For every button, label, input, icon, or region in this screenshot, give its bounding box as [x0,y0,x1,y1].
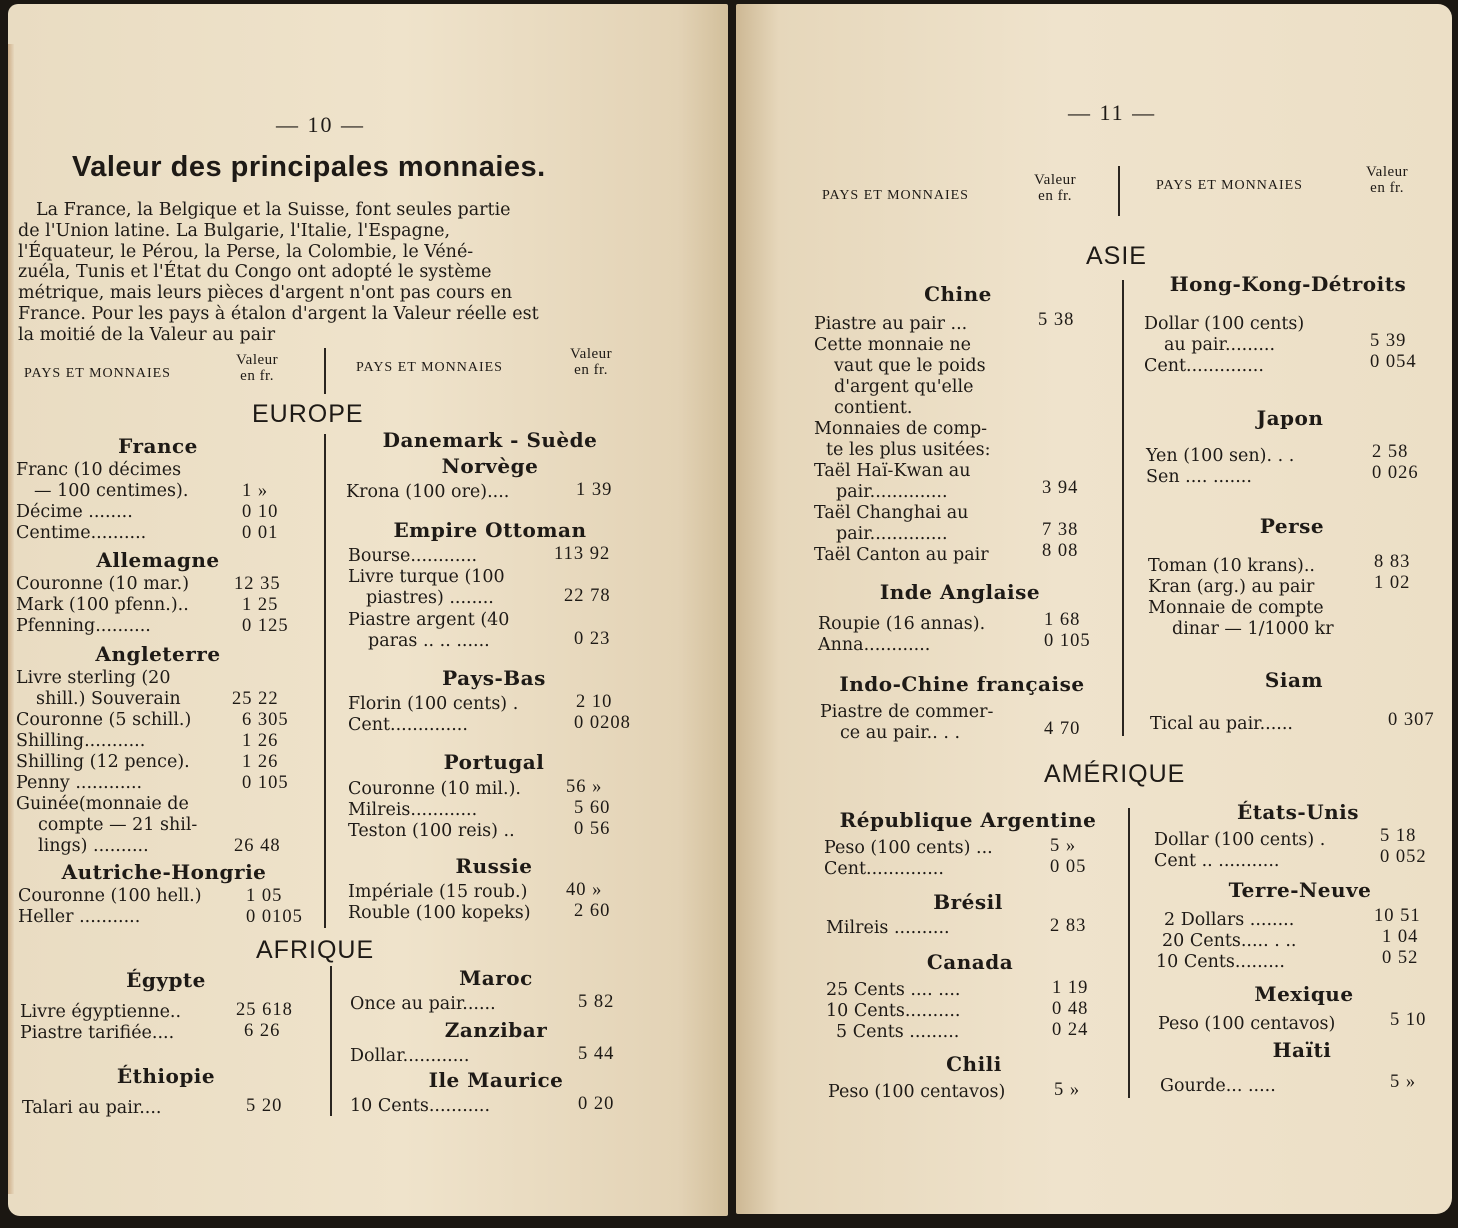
currency-value: 1 » [242,481,269,501]
currency-value: 5 » [1390,1072,1417,1092]
country-name: Empire Ottoman [393,518,587,542]
currency-value: 22 78 [564,586,611,606]
intro-line: l'Équateur, le Pérou, la Perse, la Colombie, le Véné- [18,241,474,262]
country-name: Chili [946,1052,1002,1076]
column-divider [324,348,326,394]
page-edge [8,44,14,1194]
header-text: en fr. [1370,180,1404,196]
currency-label: Peso (100 centavos) [828,1082,1006,1102]
column-header-value [570,346,612,378]
currency-value: 0 0208 [574,713,631,733]
country-name: Haïti [1272,1038,1332,1062]
currency-label: Dollar............ [350,1046,470,1066]
currency-label: d'argent qu'elle [834,377,974,397]
currency-value: 1 19 [1052,978,1089,998]
page-number: — 11 — [1068,100,1157,125]
country-name: République Argentine [839,808,1097,832]
currency-label: Monnaies de comp- [814,419,988,439]
currency-value: 6 305 [242,710,289,730]
currency-label: piastres) ........ [366,588,494,608]
currency-label: vaut que le poids [834,356,986,376]
country-name: Chine [924,282,992,306]
country-name: Zanzibar [444,1018,548,1042]
country-name: Ile Maurice [428,1068,564,1092]
right-page [736,4,1452,1214]
currency-value: 1 68 [1044,610,1081,630]
currency-value: 5 60 [574,798,611,818]
currency-label: 10 Cents.......... [826,1001,961,1021]
currency-value: 4 70 [1044,719,1081,739]
currency-value: 0 48 [1052,999,1089,1019]
country-name: Terre-Neuve [1228,878,1372,902]
country-name: France [118,434,198,458]
country-name: Hong-Kong-Détroits [1169,272,1407,296]
country-name: Éthiopie [116,1064,216,1088]
currency-label: Yen (100 sen). . . [1146,446,1295,466]
intro-line: zuéla, Tunis et l'État du Congo ont adopté le système [18,262,492,283]
currency-label: Peso (100 centavos) [1158,1014,1336,1034]
header-text: en fr. [240,368,274,384]
currency-label: dinar — 1/1000 kr [1172,619,1334,639]
currency-label: 10 Cents......... [1156,952,1285,972]
currency-label: Piastre au pair ... [814,314,968,334]
currency-label: 10 Cents........... [350,1096,491,1116]
header-text: Valeur [236,352,279,368]
country-name: Égypte [126,968,206,992]
currency-label: Milreis............ [348,800,478,820]
currency-label: compte — 21 shil- [38,815,198,835]
currency-label: Guinée(monnaie de [16,794,189,814]
currency-label: Tical au pair...... [1150,714,1293,734]
currency-label: Mark (100 pfenn.).. [16,595,189,615]
currency-label: Heller ........... [18,907,141,927]
country-name: Canada [926,950,1014,974]
currency-label: Centime.......... [16,523,147,543]
currency-label: Bourse............ [348,546,478,566]
country-name: États-Unis [1236,800,1360,824]
country-name: Siam [1264,668,1324,692]
currency-label: Couronne (10 mar.) [16,574,190,594]
currency-value: 0 105 [242,773,289,793]
currency-label: shill.) Souverain [36,689,181,709]
region-heading-asie: ASIE [1086,242,1147,270]
currency-value: 113 92 [554,544,611,564]
country-name: Perse [1259,514,1325,538]
currency-label: 5 Cents ......... [836,1022,960,1042]
currency-label: Piastre de commer- [820,702,994,722]
currency-value: 0 01 [242,523,279,543]
currency-value: 5 » [1050,836,1077,856]
column-header-value [1366,164,1408,196]
currency-value: 0 20 [578,1094,615,1114]
currency-value: 5 82 [578,992,615,1012]
currency-value: 0 026 [1372,463,1419,483]
currency-label: Taël Canton au pair [814,545,989,565]
column-header-countries: PAYS ET MONNAIES [822,188,969,203]
currency-value: 7 38 [1042,520,1079,540]
currency-label: te les plus usitées: [826,440,991,460]
currency-label: Teston (100 reis) .. [348,821,515,841]
currency-label: Piastre argent (40 [348,610,510,630]
currency-label: Anna............ [818,635,931,655]
currency-value: 8 08 [1042,541,1079,561]
currency-value: 0 0105 [246,907,303,927]
currency-value: 12 35 [234,574,281,594]
intro-line: de l'Union latine. La Bulgarie, l'Italie, l'Espagne, [18,220,451,241]
header-text: en fr. [1038,188,1072,204]
currency-label: Cent .. ........... [1154,851,1280,871]
country-name: Autriche-Hongrie [61,860,267,884]
currency-label: Toman (10 krans).. [1148,556,1315,576]
currency-label: pair.............. [836,524,948,544]
intro-line: la moitié de la Valeur au pair [18,324,276,345]
currency-value: 1 39 [576,480,613,500]
currency-value: 8 83 [1374,552,1411,572]
column-divider [330,966,332,1116]
intro-paragraph [18,200,638,346]
currency-label: Talari au pair.... [22,1098,162,1118]
currency-value: 2 60 [574,901,611,921]
currency-label: Livre sterling (20 [16,668,171,688]
currency-value: 0 054 [1370,352,1417,372]
currency-label: 25 Cents .... .... [826,980,961,1000]
header-text: Valeur [1366,164,1409,180]
currency-value: 25 22 [232,689,279,709]
currency-label: Couronne (5 schill.) [16,710,192,730]
country-name: Angleterre [95,642,221,666]
currency-label: Pfenning.......... [16,616,151,636]
currency-label: Taël Changhai au [814,503,969,523]
intro-line: métrique, mais leurs pièces d'argent n'ont pas cours en [18,283,513,304]
country-name: Inde Anglaise [879,580,1041,604]
currency-value: 0 105 [1044,631,1091,651]
page-number: — 10 — [276,112,365,137]
currency-label: pair.............. [836,482,948,502]
country-name: Indo-Chine française [839,672,1085,696]
intro-line: La France, la Belgique et la Suisse, font seules partie [36,200,511,220]
currency-label: Couronne (100 hell.) [18,886,202,906]
column-header-countries: PAYS ET MONNAIES [24,366,171,381]
currency-label: 2 Dollars ........ [1164,910,1295,930]
currency-label: Franc (10 décimes [16,460,182,480]
currency-label: Kran (arg.) au pair [1148,577,1315,597]
currency-value: 1 02 [1374,573,1411,593]
country-name: Allemagne [96,548,220,572]
currency-label: Impériale (15 roub.) [348,882,528,902]
currency-label: Krona (100 ore).... [346,482,510,502]
currency-value: 0 52 [1382,948,1419,968]
currency-label: Décime ........ [16,502,133,522]
column-header-countries: PAYS ET MONNAIES [356,360,503,375]
column-divider [1118,166,1120,216]
currency-value: 0 125 [242,616,289,636]
currency-value: 0 24 [1052,1020,1089,1040]
currency-label: Cent.............. [1144,356,1264,376]
currency-value: 6 26 [244,1021,281,1041]
column-divider [324,434,326,928]
header-text: en fr. [574,362,608,378]
currency-value: 0 10 [242,502,279,522]
currency-value: 10 51 [1374,906,1421,926]
country-name: Norvège [441,454,539,478]
currency-label: Milreis .......... [826,918,950,938]
currency-value: 5 38 [1038,310,1075,330]
currency-label: Livre turque (100 [348,567,505,587]
currency-label: Florin (100 cents) . [348,694,519,714]
column-header-value [1034,172,1076,204]
currency-value: 5 10 [1390,1010,1427,1030]
column-header-value [236,352,278,384]
currency-label: paras .. .. ...... [368,631,490,651]
currency-value: 25 618 [236,1000,293,1020]
region-heading-europe: EUROPE [252,400,364,428]
country-name: Japon [1256,406,1324,430]
currency-value: 1 26 [242,752,279,772]
currency-label: Roupie (16 annas). [818,614,986,634]
currency-value: 5 20 [246,1096,283,1116]
currency-value: 26 48 [234,836,281,856]
currency-label: Gourde... ..... [1160,1076,1276,1096]
currency-value: 1 04 [1382,927,1419,947]
currency-value: 1 26 [242,731,279,751]
currency-value: 0 307 [1388,710,1435,730]
currency-label: Peso (100 cents) ... [824,838,993,858]
country-name: Portugal [443,750,545,774]
currency-label: Cette monnaie ne [814,335,971,355]
currency-value: 2 83 [1050,916,1087,936]
currency-value: 5 18 [1380,826,1417,846]
currency-label: Shilling........... [16,731,146,751]
country-name: Russie [455,854,533,878]
column-header-countries: PAYS ET MONNAIES [1156,178,1303,193]
country-name: Mexique [1254,982,1354,1006]
currency-label: Piastre tarifiée.... [20,1023,175,1043]
currency-label: lings) .......... [38,836,149,856]
country-name: Pays-Bas [442,666,546,690]
currency-value: 5 44 [578,1044,615,1064]
region-heading-amerique: AMÉRIQUE [1044,760,1186,788]
currency-label: Rouble (100 kopeks) [348,903,531,923]
currency-value: 0 05 [1050,857,1087,877]
currency-label: contient. [834,398,913,418]
currency-value: 1 25 [242,595,279,615]
currency-value: 0 56 [574,819,611,839]
currency-label: Shilling (12 pence). [16,752,190,772]
currency-label: Couronne (10 mil.). [348,779,521,799]
header-text: Valeur [1034,172,1077,188]
currency-label: Taël Haï-Kwan au [814,461,971,481]
currency-value: 5 39 [1370,331,1407,351]
currency-label: 20 Cents..... . .. [1162,931,1297,951]
currency-label: au pair......... [1164,335,1276,355]
region-heading-afrique: AFRIQUE [256,936,375,964]
currency-value: 1 05 [246,886,283,906]
column-divider [1122,280,1124,736]
page-title: Valeur des principales monnaies. [72,151,546,183]
country-name: Brésil [933,890,1003,914]
currency-label: Dollar (100 cents) . [1154,830,1326,850]
currency-value: 56 » [566,777,603,797]
currency-label: Cent.............. [824,859,944,879]
currency-value: 2 10 [576,692,613,712]
currency-label: Dollar (100 cents) [1144,314,1305,334]
currency-value: 2 58 [1372,442,1409,462]
currency-value: 40 » [566,880,603,900]
currency-label: — 100 centimes). [34,481,189,501]
country-name: Danemark - Suède [382,428,598,452]
currency-value: 5 » [1054,1080,1081,1100]
header-text: Valeur [570,346,613,362]
currency-label: Penny ............ [16,773,143,793]
currency-label: Monnaie de compte [1148,598,1324,618]
currency-label: Livre égyptienne.. [20,1002,182,1022]
currency-label: Once au pair...... [350,994,496,1014]
currency-value: 3 94 [1042,478,1079,498]
country-name: Maroc [459,966,533,990]
currency-value: 0 23 [574,629,611,649]
left-page [8,4,728,1216]
currency-label: Sen .... ....... [1146,467,1252,487]
currency-value: 0 052 [1380,847,1427,867]
currency-label: Cent.............. [348,715,468,735]
column-divider [1128,808,1130,1098]
currency-label: ce au pair.. . . [840,723,961,743]
intro-line: France. Pour les pays à étalon d'argent la Valeur réelle est [18,303,539,324]
